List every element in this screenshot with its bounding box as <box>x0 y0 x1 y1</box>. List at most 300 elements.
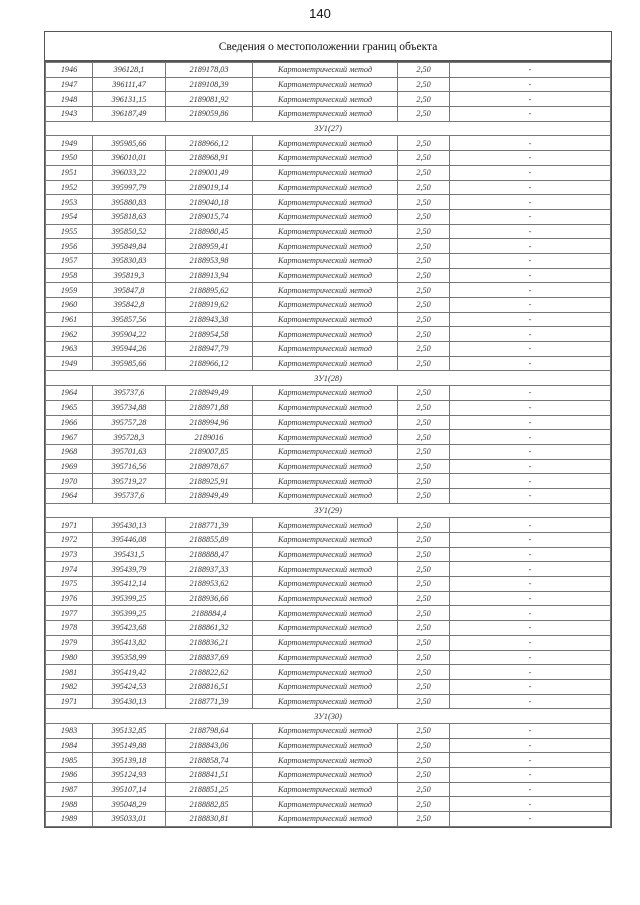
coord-y: 2188882,85 <box>166 797 253 812</box>
note-cell: - <box>450 474 611 489</box>
point-number: 1960 <box>46 298 93 313</box>
coord-y: 2188913,94 <box>166 268 253 283</box>
coord-x: 395430,13 <box>93 518 166 533</box>
coord-y: 2188771,39 <box>166 694 253 709</box>
coord-y: 2189081,92 <box>166 92 253 107</box>
coord-x: 395857,56 <box>93 312 166 327</box>
coord-y: 2189015,74 <box>166 209 253 224</box>
accuracy-cell: 2,50 <box>398 224 450 239</box>
coord-y: 2188895,62 <box>166 283 253 298</box>
method-cell: Картометрический метод <box>253 444 398 459</box>
section-label: ЗУ1(30) <box>46 709 611 724</box>
coord-x: 395985,66 <box>93 136 166 151</box>
method-cell: Картометрический метод <box>253 209 398 224</box>
coord-y: 2189108,39 <box>166 77 253 92</box>
note-cell: - <box>450 488 611 503</box>
table-row <box>46 63 611 78</box>
table-row <box>46 327 611 342</box>
table-row <box>46 768 611 783</box>
table-row <box>46 665 611 680</box>
method-cell: Картометрический метод <box>253 92 398 107</box>
coord-y: 2188978,67 <box>166 459 253 474</box>
point-number: 1982 <box>46 679 93 694</box>
accuracy-cell: 2,50 <box>398 239 450 254</box>
table-row <box>46 356 611 371</box>
note-cell: - <box>450 797 611 812</box>
table-row <box>46 298 611 313</box>
table-row <box>46 738 611 753</box>
point-number: 1980 <box>46 650 93 665</box>
method-cell: Картометрический метод <box>253 459 398 474</box>
coord-x: 395358,99 <box>93 650 166 665</box>
point-number: 1972 <box>46 533 93 548</box>
coord-y: 2188888,47 <box>166 547 253 562</box>
point-number: 1974 <box>46 562 93 577</box>
method-cell: Картометрический метод <box>253 533 398 548</box>
point-number: 1949 <box>46 356 93 371</box>
coord-x: 395757,28 <box>93 415 166 430</box>
accuracy-cell: 2,50 <box>398 665 450 680</box>
coord-y: 2188947,79 <box>166 342 253 357</box>
note-cell: - <box>450 239 611 254</box>
table-row <box>46 209 611 224</box>
method-cell: Картометрический метод <box>253 312 398 327</box>
note-cell: - <box>450 327 611 342</box>
method-cell: Картометрический метод <box>253 768 398 783</box>
method-cell: Картометрический метод <box>253 547 398 562</box>
point-number: 1948 <box>46 92 93 107</box>
coord-x: 395132,85 <box>93 723 166 738</box>
note-cell: - <box>450 386 611 401</box>
coord-x: 395734,88 <box>93 400 166 415</box>
section-label: ЗУ1(29) <box>46 503 611 518</box>
note-cell: - <box>450 298 611 313</box>
coord-x: 396111,47 <box>93 77 166 92</box>
table-row <box>46 606 611 621</box>
table-row <box>46 283 611 298</box>
table-row <box>46 679 611 694</box>
coord-y: 2188994,96 <box>166 415 253 430</box>
coord-y: 2188836,21 <box>166 635 253 650</box>
accuracy-cell: 2,50 <box>398 283 450 298</box>
section-header-row <box>46 503 611 518</box>
accuracy-cell: 2,50 <box>398 342 450 357</box>
table-row <box>46 621 611 636</box>
accuracy-cell: 2,50 <box>398 533 450 548</box>
point-number: 1961 <box>46 312 93 327</box>
method-cell: Картометрический метод <box>253 283 398 298</box>
method-cell: Картометрический метод <box>253 621 398 636</box>
table-row <box>46 753 611 768</box>
point-number: 1963 <box>46 342 93 357</box>
coord-y: 2188884,4 <box>166 606 253 621</box>
note-cell: - <box>450 444 611 459</box>
coord-x: 396128,1 <box>93 63 166 78</box>
accuracy-cell: 2,50 <box>398 768 450 783</box>
accuracy-cell: 2,50 <box>398 356 450 371</box>
coord-y: 2188936,66 <box>166 591 253 606</box>
point-number: 1950 <box>46 151 93 166</box>
table-row <box>46 488 611 503</box>
note-cell: - <box>450 606 611 621</box>
coord-x: 395849,84 <box>93 239 166 254</box>
accuracy-cell: 2,50 <box>398 591 450 606</box>
coord-x: 395737,6 <box>93 386 166 401</box>
note-cell: - <box>450 209 611 224</box>
point-number: 1964 <box>46 386 93 401</box>
table-row <box>46 77 611 92</box>
coord-y: 2188855,89 <box>166 533 253 548</box>
point-number: 1965 <box>46 400 93 415</box>
table-row <box>46 268 611 283</box>
method-cell: Картометрический метод <box>253 753 398 768</box>
point-number: 1947 <box>46 77 93 92</box>
accuracy-cell: 2,50 <box>398 753 450 768</box>
coord-y: 2189007,85 <box>166 444 253 459</box>
point-number: 1975 <box>46 577 93 592</box>
section-header-row <box>46 371 611 386</box>
note-cell: - <box>450 782 611 797</box>
coord-y: 2189059,86 <box>166 107 253 122</box>
accuracy-cell: 2,50 <box>398 136 450 151</box>
accuracy-cell: 2,50 <box>398 797 450 812</box>
coord-x: 395716,56 <box>93 459 166 474</box>
method-cell: Картометрический метод <box>253 665 398 680</box>
method-cell: Картометрический метод <box>253 782 398 797</box>
coord-x: 395842,8 <box>93 298 166 313</box>
accuracy-cell: 2,50 <box>398 327 450 342</box>
table-row <box>46 459 611 474</box>
method-cell: Картометрический метод <box>253 298 398 313</box>
coord-x: 395430,13 <box>93 694 166 709</box>
accuracy-cell: 2,50 <box>398 679 450 694</box>
note-cell: - <box>450 768 611 783</box>
coord-y: 2188954,58 <box>166 327 253 342</box>
method-cell: Картометрический метод <box>253 812 398 827</box>
table-row <box>46 386 611 401</box>
note-cell: - <box>450 694 611 709</box>
note-cell: - <box>450 77 611 92</box>
coord-x: 395850,52 <box>93 224 166 239</box>
coord-y: 2188816,51 <box>166 679 253 694</box>
method-cell: Картометрический метод <box>253 253 398 268</box>
coord-y: 2189019,14 <box>166 180 253 195</box>
coord-x: 395446,08 <box>93 533 166 548</box>
method-cell: Картометрический метод <box>253 136 398 151</box>
note-cell: - <box>450 195 611 210</box>
method-cell: Картометрический метод <box>253 723 398 738</box>
table-row <box>46 650 611 665</box>
note-cell: - <box>450 562 611 577</box>
table-row <box>46 415 611 430</box>
point-number: 1971 <box>46 518 93 533</box>
point-number: 1969 <box>46 459 93 474</box>
accuracy-cell: 2,50 <box>398 151 450 166</box>
method-cell: Картометрический метод <box>253 430 398 445</box>
table-row <box>46 474 611 489</box>
method-cell: Картометрический метод <box>253 518 398 533</box>
method-cell: Картометрический метод <box>253 77 398 92</box>
coord-x: 395413,82 <box>93 635 166 650</box>
point-number: 1987 <box>46 782 93 797</box>
note-cell: - <box>450 151 611 166</box>
method-cell: Картометрический метод <box>253 577 398 592</box>
method-cell: Картометрический метод <box>253 327 398 342</box>
coord-y: 2188953,98 <box>166 253 253 268</box>
note-cell: - <box>450 356 611 371</box>
coord-x: 395701,63 <box>93 444 166 459</box>
point-number: 1984 <box>46 738 93 753</box>
method-cell: Картометрический метод <box>253 562 398 577</box>
coord-y: 2188949,49 <box>166 386 253 401</box>
note-cell: - <box>450 342 611 357</box>
note-cell: - <box>450 283 611 298</box>
note-cell: - <box>450 312 611 327</box>
coord-x: 395439,79 <box>93 562 166 577</box>
note-cell: - <box>450 459 611 474</box>
method-cell: Картометрический метод <box>253 63 398 78</box>
point-number: 1951 <box>46 165 93 180</box>
method-cell: Картометрический метод <box>253 151 398 166</box>
note-cell: - <box>450 63 611 78</box>
coord-y: 2188925,91 <box>166 474 253 489</box>
coord-y: 2188971,88 <box>166 400 253 415</box>
method-cell: Картометрический метод <box>253 239 398 254</box>
coord-x: 395107,14 <box>93 782 166 797</box>
table-row <box>46 430 611 445</box>
table-row <box>46 577 611 592</box>
point-number: 1986 <box>46 768 93 783</box>
table-row <box>46 180 611 195</box>
table-row <box>46 518 611 533</box>
accuracy-cell: 2,50 <box>398 312 450 327</box>
coord-y: 2189040,18 <box>166 195 253 210</box>
coord-x: 396131,15 <box>93 92 166 107</box>
method-cell: Картометрический метод <box>253 635 398 650</box>
accuracy-cell: 2,50 <box>398 694 450 709</box>
note-cell: - <box>450 518 611 533</box>
coord-y: 2188943,38 <box>166 312 253 327</box>
method-cell: Картометрический метод <box>253 356 398 371</box>
coord-x: 395944,26 <box>93 342 166 357</box>
point-number: 1981 <box>46 665 93 680</box>
coordinates-table-frame <box>44 31 612 828</box>
point-number: 1958 <box>46 268 93 283</box>
table-row <box>46 239 611 254</box>
table-row <box>46 400 611 415</box>
note-cell: - <box>450 665 611 680</box>
method-cell: Картометрический метод <box>253 474 398 489</box>
method-cell: Картометрический метод <box>253 650 398 665</box>
note-cell: - <box>450 400 611 415</box>
accuracy-cell: 2,50 <box>398 606 450 621</box>
accuracy-cell: 2,50 <box>398 180 450 195</box>
note-cell: - <box>450 650 611 665</box>
coord-x: 396033,22 <box>93 165 166 180</box>
coord-y: 2189001,49 <box>166 165 253 180</box>
coord-x: 395033,01 <box>93 812 166 827</box>
note-cell: - <box>450 253 611 268</box>
coord-x: 396010,01 <box>93 151 166 166</box>
point-number: 1949 <box>46 136 93 151</box>
table-row <box>46 224 611 239</box>
coord-y: 2188851,25 <box>166 782 253 797</box>
table-row <box>46 195 611 210</box>
method-cell: Картометрический метод <box>253 797 398 812</box>
table-row <box>46 342 611 357</box>
note-cell: - <box>450 591 611 606</box>
point-number: 1968 <box>46 444 93 459</box>
coord-y: 2189016 <box>166 430 253 445</box>
coord-y: 2189178,03 <box>166 63 253 78</box>
coord-y: 2188771,39 <box>166 518 253 533</box>
accuracy-cell: 2,50 <box>398 195 450 210</box>
point-number: 1964 <box>46 488 93 503</box>
accuracy-cell: 2,50 <box>398 209 450 224</box>
note-cell: - <box>450 92 611 107</box>
coord-x: 395904,22 <box>93 327 166 342</box>
note-cell: - <box>450 635 611 650</box>
table-row <box>46 547 611 562</box>
accuracy-cell: 2,50 <box>398 474 450 489</box>
section-header-row <box>46 121 611 136</box>
method-cell: Картометрический метод <box>253 107 398 122</box>
method-cell: Картометрический метод <box>253 694 398 709</box>
accuracy-cell: 2,50 <box>398 782 450 797</box>
accuracy-cell: 2,50 <box>398 298 450 313</box>
accuracy-cell: 2,50 <box>398 444 450 459</box>
coord-x: 395048,29 <box>93 797 166 812</box>
method-cell: Картометрический метод <box>253 400 398 415</box>
point-number: 1973 <box>46 547 93 562</box>
coord-y: 2188919,62 <box>166 298 253 313</box>
coord-x: 395399,25 <box>93 591 166 606</box>
note-cell: - <box>450 180 611 195</box>
note-cell: - <box>450 136 611 151</box>
accuracy-cell: 2,50 <box>398 400 450 415</box>
table-row <box>46 562 611 577</box>
method-cell: Картометрический метод <box>253 606 398 621</box>
accuracy-cell: 2,50 <box>398 268 450 283</box>
table-row <box>46 444 611 459</box>
table-row <box>46 136 611 151</box>
accuracy-cell: 2,50 <box>398 77 450 92</box>
accuracy-cell: 2,50 <box>398 621 450 636</box>
note-cell: - <box>450 738 611 753</box>
accuracy-cell: 2,50 <box>398 812 450 827</box>
coord-y: 2188837,69 <box>166 650 253 665</box>
note-cell: - <box>450 679 611 694</box>
note-cell: - <box>450 415 611 430</box>
accuracy-cell: 2,50 <box>398 459 450 474</box>
point-number: 1979 <box>46 635 93 650</box>
coord-x: 395124,93 <box>93 768 166 783</box>
method-cell: Картометрический метод <box>253 195 398 210</box>
point-number: 1988 <box>46 797 93 812</box>
note-cell: - <box>450 224 611 239</box>
note-cell: - <box>450 577 611 592</box>
table-row <box>46 92 611 107</box>
table-row <box>46 723 611 738</box>
table-row <box>46 165 611 180</box>
note-cell: - <box>450 547 611 562</box>
point-number: 1952 <box>46 180 93 195</box>
point-number: 1954 <box>46 209 93 224</box>
table-row <box>46 533 611 548</box>
method-cell: Картометрический метод <box>253 488 398 503</box>
point-number: 1957 <box>46 253 93 268</box>
coord-x: 395424,53 <box>93 679 166 694</box>
note-cell: - <box>450 533 611 548</box>
coord-y: 2188841,51 <box>166 768 253 783</box>
section-header-row <box>46 709 611 724</box>
coord-x: 395419,42 <box>93 665 166 680</box>
accuracy-cell: 2,50 <box>398 738 450 753</box>
coord-y: 2188822,62 <box>166 665 253 680</box>
table-row <box>46 635 611 650</box>
coord-y: 2188949,49 <box>166 488 253 503</box>
method-cell: Картометрический метод <box>253 679 398 694</box>
coord-x: 395830,83 <box>93 253 166 268</box>
note-cell: - <box>450 723 611 738</box>
point-number: 1953 <box>46 195 93 210</box>
coord-x: 395728,3 <box>93 430 166 445</box>
coord-x: 395997,79 <box>93 180 166 195</box>
table-row <box>46 812 611 827</box>
accuracy-cell: 2,50 <box>398 547 450 562</box>
point-number: 1966 <box>46 415 93 430</box>
coord-x: 395399,25 <box>93 606 166 621</box>
table-title: Сведения о местоположении границ объекта <box>45 32 611 62</box>
accuracy-cell: 2,50 <box>398 107 450 122</box>
point-number: 1989 <box>46 812 93 827</box>
coord-y: 2188861,32 <box>166 621 253 636</box>
accuracy-cell: 2,50 <box>398 63 450 78</box>
method-cell: Картометрический метод <box>253 386 398 401</box>
point-number: 1946 <box>46 63 93 78</box>
table-row <box>46 782 611 797</box>
coord-y: 2188966,12 <box>166 356 253 371</box>
accuracy-cell: 2,50 <box>398 92 450 107</box>
note-cell: - <box>450 812 611 827</box>
coord-x: 395412,14 <box>93 577 166 592</box>
method-cell: Картометрический метод <box>253 268 398 283</box>
method-cell: Картометрический метод <box>253 738 398 753</box>
point-number: 1970 <box>46 474 93 489</box>
method-cell: Картометрический метод <box>253 415 398 430</box>
note-cell: - <box>450 753 611 768</box>
point-number: 1955 <box>46 224 93 239</box>
note-cell: - <box>450 268 611 283</box>
coord-y: 2188959,41 <box>166 239 253 254</box>
coord-y: 2188968,91 <box>166 151 253 166</box>
coord-y: 2188798,64 <box>166 723 253 738</box>
table-row <box>46 797 611 812</box>
table-row <box>46 312 611 327</box>
coordinates-table <box>45 62 611 827</box>
point-number: 1983 <box>46 723 93 738</box>
coord-x: 395737,6 <box>93 488 166 503</box>
accuracy-cell: 2,50 <box>398 562 450 577</box>
accuracy-cell: 2,50 <box>398 723 450 738</box>
point-number: 1956 <box>46 239 93 254</box>
coord-x: 395139,18 <box>93 753 166 768</box>
method-cell: Картометрический метод <box>253 165 398 180</box>
accuracy-cell: 2,50 <box>398 430 450 445</box>
coord-y: 2188937,33 <box>166 562 253 577</box>
point-number: 1962 <box>46 327 93 342</box>
accuracy-cell: 2,50 <box>398 253 450 268</box>
